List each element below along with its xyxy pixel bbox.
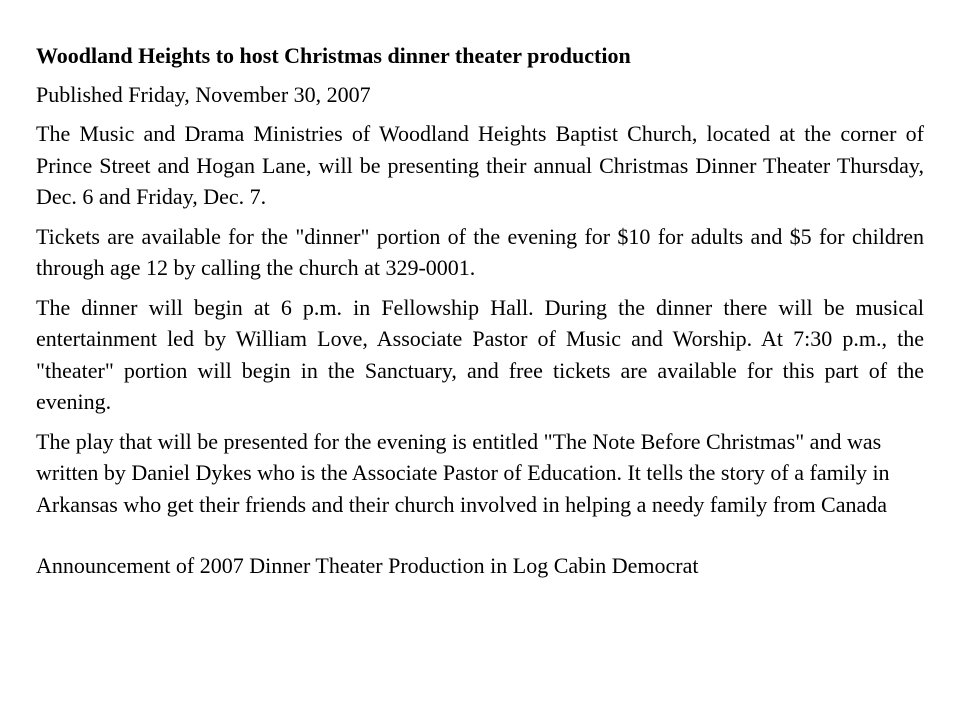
- article-caption: Announcement of 2007 Dinner Theater Production in Log Cabin Democrat: [36, 553, 699, 578]
- article: [36, 41, 924, 581]
- paragraph-dinner: The dinner will begin at 6 p.m. in Fellowship Hall. During the dinner there will be musical entertainment led by William Love, Associate Pastor of Music and Worship. At 7:30 p.m., the "theater" portion will begin in the Sanctuary, and free tickets are available for this part of the evening.: [36, 294, 924, 414]
- paragraph-play: The play that will be presented for the evening is entitled "The Note Before Christmas" and was written by Daniel Dykes who is the Associate Pastor of Education. It tells the story of a family in Arkansas who get their friends and their church involved in helping a needy family from Canada: [36, 428, 890, 517]
- paragraph-tickets: Tickets are available for the "dinner" portion of the evening for $10 for adults and $5 for children through age 12 by calling the church at 329-0001.: [36, 223, 924, 280]
- publish-date: Published Friday, November 30, 2007: [36, 82, 371, 107]
- paragraph-intro: The Music and Drama Ministries of Woodland Heights Baptist Church, located at the corner of Prince Street and Hogan Lane, will be presenting their annual Christmas Dinner Theater Thursday, Dec. 6 and Friday, Dec. 7.: [36, 121, 924, 209]
- article-headline: Woodland Heights to host Christmas dinner theater production: [36, 43, 631, 68]
